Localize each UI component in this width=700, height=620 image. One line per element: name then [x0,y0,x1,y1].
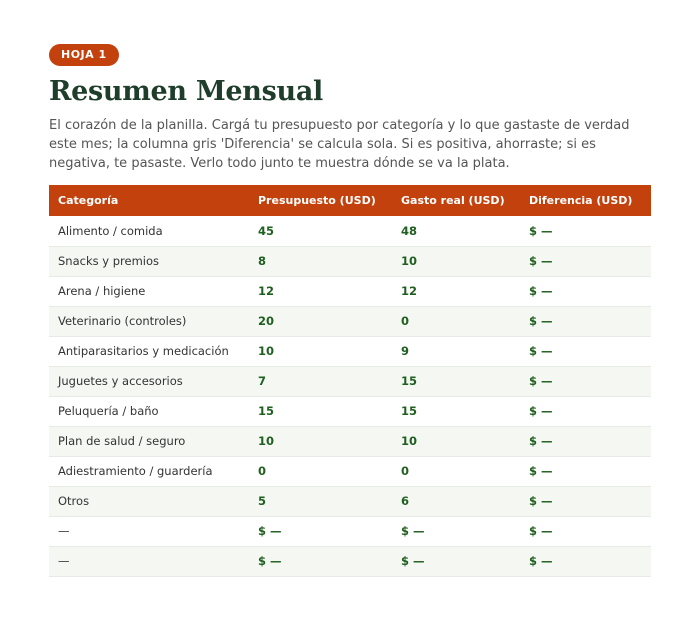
table-row [49,486,651,516]
category-cell[interactable]: — [49,516,249,546]
sheet-badge: HOJA 1 [49,44,119,66]
budget-summary-table [49,185,651,577]
budget-cell[interactable]: 15 [249,396,392,426]
difference-cell: $ — [520,546,651,576]
budget-cell[interactable]: 5 [249,486,392,516]
category-cell[interactable]: Adiestramiento / guardería [49,456,249,486]
budget-cell[interactable]: 7 [249,366,392,396]
category-cell[interactable]: Peluquería / baño [49,396,249,426]
difference-cell: $ — [520,336,651,366]
actual-cell[interactable]: 9 [392,336,520,366]
category-cell[interactable]: Juguetes y accesorios [49,366,249,396]
category-cell[interactable]: Snacks y premios [49,246,249,276]
category-cell[interactable]: Alimento / comida [49,216,249,246]
actual-cell[interactable]: 0 [392,306,520,336]
category-cell[interactable]: — [49,546,249,576]
budget-cell[interactable]: 45 [249,216,392,246]
category-cell[interactable]: Veterinario (controles) [49,306,249,336]
actual-cell[interactable]: 15 [392,396,520,426]
table-row [49,396,651,426]
budget-cell[interactable]: 12 [249,276,392,306]
header-actual: Gasto real (USD) [401,194,505,207]
budget-cell[interactable]: 0 [249,456,392,486]
table-row [49,216,651,246]
budget-cell[interactable]: $ — [249,516,392,546]
category-cell[interactable]: Arena / higiene [49,276,249,306]
difference-cell: $ — [520,306,651,336]
table-row [49,546,651,576]
difference-cell: $ — [520,426,651,456]
table-row [49,426,651,456]
difference-cell: $ — [520,516,651,546]
budget-cell[interactable]: $ — [249,546,392,576]
intro-paragraph: El corazón de la planilla. Cargá tu presupuesto por categoría y lo que gastaste de verdad este mes; la columna gris 'Diferencia' se calcula sola. Si es positiva, ahorraste; si es negativa, te pasaste. Verlo todo junto te muestra dónde se va la plata. [49,118,630,171]
table-row [49,366,651,396]
table-row [49,246,651,276]
page-title: Resumen Mensual [49,76,324,107]
actual-cell[interactable]: 10 [392,246,520,276]
actual-cell[interactable]: $ — [392,546,520,576]
category-cell[interactable]: Plan de salud / seguro [49,426,249,456]
table-row [49,516,651,546]
budget-cell[interactable]: 10 [249,426,392,456]
header-difference: Diferencia (USD) [529,194,633,207]
actual-cell[interactable]: $ — [392,516,520,546]
difference-cell: $ — [520,276,651,306]
difference-cell: $ — [520,396,651,426]
difference-cell: $ — [520,456,651,486]
budget-cell[interactable]: 10 [249,336,392,366]
budget-cell[interactable]: 8 [249,246,392,276]
actual-cell[interactable]: 15 [392,366,520,396]
table-row [49,276,651,306]
difference-cell: $ — [520,246,651,276]
table-row [49,336,651,366]
actual-cell[interactable]: 6 [392,486,520,516]
difference-cell: $ — [520,486,651,516]
table-row [49,456,651,486]
difference-cell: $ — [520,366,651,396]
difference-cell: $ — [520,216,651,246]
header-budget: Presupuesto (USD) [258,194,376,207]
actual-cell[interactable]: 0 [392,456,520,486]
category-cell[interactable]: Antiparasitarios y medicación [49,336,249,366]
actual-cell[interactable]: 12 [392,276,520,306]
category-cell[interactable]: Otros [49,486,249,516]
actual-cell[interactable]: 10 [392,426,520,456]
budget-cell[interactable]: 20 [249,306,392,336]
header-category: Categoría [58,194,119,207]
actual-cell[interactable]: 48 [392,216,520,246]
table-row [49,306,651,336]
table-header-row [49,185,651,216]
